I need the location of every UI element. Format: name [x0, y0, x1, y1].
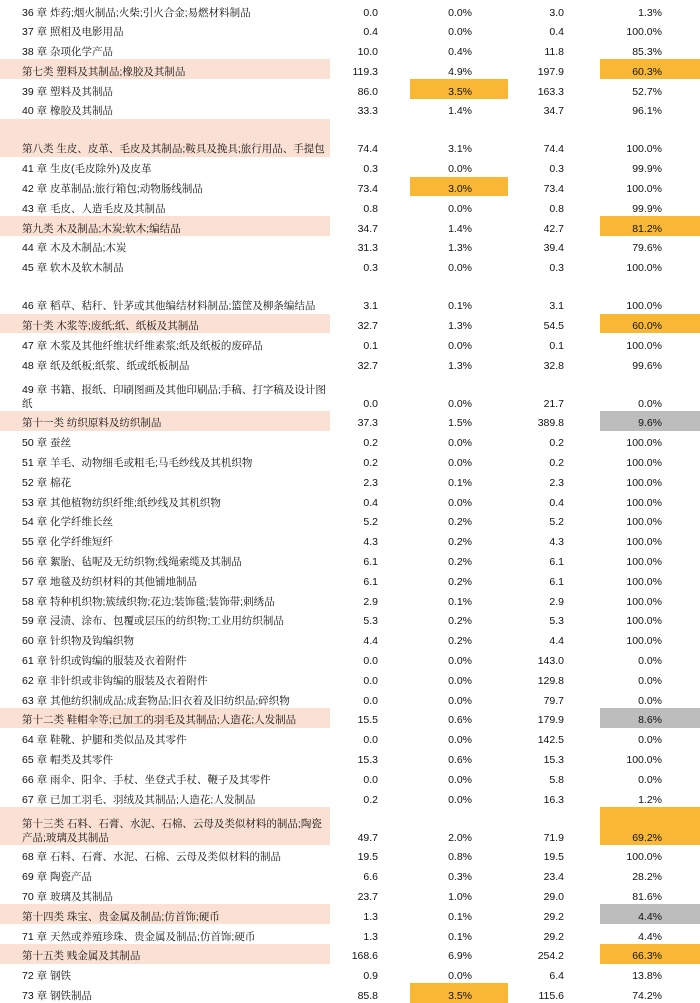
- share-cell: 0.1%: [448, 595, 472, 608]
- share-cell: 0.0%: [448, 437, 472, 450]
- value-2-cell: 0.4: [549, 26, 564, 39]
- value-2-cell: 32.8: [543, 359, 564, 372]
- ratio-cell: 9.6%: [600, 411, 700, 431]
- category-row: [0, 119, 700, 157]
- table-row: [0, 787, 700, 807]
- value-2-cell: 115.6: [538, 989, 564, 1002]
- value-1-cell: 49.7: [357, 831, 378, 844]
- value-1-cell: 5.3: [363, 615, 378, 628]
- value-2-cell: 23.4: [543, 871, 564, 884]
- value-1-cell: 23.7: [357, 890, 378, 903]
- chapter-name-cell: 70 章 玻璃及其制品: [22, 890, 114, 903]
- value-1-cell: 0.0: [363, 397, 378, 410]
- chapter-name-cell: 64 章 鞋靴、护腿和类似品及其零件: [22, 734, 187, 747]
- category-name-cell: 第八类 生皮、皮革、毛皮及其制品;鞍具及挽具;旅行用品、手提包: [0, 119, 330, 157]
- category-row: [0, 314, 700, 334]
- chapter-name-cell: 58 章 特种机织物;簇绒织物;花边;装饰毯;装饰带;刺绣品: [22, 595, 275, 608]
- chapter-name-cell: 59 章 浸渍、涂布、包覆或层压的纺织物;工业用纺织制品: [22, 615, 284, 628]
- share-cell: 0.0%: [448, 970, 472, 983]
- table-row: [0, 767, 700, 787]
- chapter-name-cell: 61 章 针织或钩编的服装及衣着附件: [22, 655, 187, 668]
- value-1-cell: 0.0: [363, 694, 378, 707]
- table-row: [0, 79, 700, 99]
- category-row: [0, 216, 700, 236]
- value-1-cell: 0.2: [363, 457, 378, 470]
- value-1-cell: 0.4: [363, 26, 378, 39]
- chapter-name-cell: 63 章 其他纺织制成品;成套物品;旧衣着及旧纺织品;碎织物: [22, 694, 290, 707]
- value-2-cell: 11.8: [544, 46, 564, 59]
- table-row: [0, 333, 700, 353]
- value-1-cell: 15.3: [357, 754, 378, 766]
- share-cell: 1.0%: [448, 890, 472, 903]
- ratio-cell: 100.0%: [626, 635, 662, 648]
- value-1-cell: 1.3: [363, 930, 378, 943]
- value-1-cell: 0.0: [363, 6, 378, 19]
- ratio-cell: 100.0%: [626, 615, 662, 628]
- share-cell: 0.2%: [448, 575, 472, 588]
- value-2-cell: 21.7: [543, 397, 564, 410]
- share-cell: 0.0%: [448, 773, 472, 786]
- table-row: [0, 865, 700, 885]
- value-1-cell: 3.1: [363, 300, 378, 313]
- chapter-name-cell: 51 章 羊毛、动物细毛或粗毛;马毛纱线及其机织物: [22, 457, 253, 470]
- value-1-cell: 15.5: [357, 714, 378, 727]
- value-2-cell: 0.4: [549, 496, 564, 509]
- ratio-cell: 1.3%: [638, 6, 662, 19]
- value-2-cell: 39.4: [543, 242, 564, 255]
- ratio-cell: 100.0%: [626, 595, 662, 608]
- category-name-cell: 第十四类 珠宝、贵金属及制品;仿首饰;硬币: [0, 904, 330, 924]
- value-1-cell: 0.0: [363, 655, 378, 668]
- value-1-cell: 0.3: [363, 163, 378, 176]
- value-2-cell: 29.2: [543, 910, 564, 923]
- table-row: [0, 470, 700, 490]
- category-name-cell: 第七类 塑料及其制品;橡胶及其制品: [0, 59, 330, 79]
- table-row: [0, 373, 700, 411]
- value-1-cell: 0.2: [363, 793, 378, 806]
- table-row: [0, 451, 700, 471]
- value-2-cell: 0.2: [549, 457, 564, 470]
- chapter-name-cell: 66 章 雨伞、阳伞、手杖、坐登式手杖、鞭子及其零件: [22, 773, 271, 786]
- ratio-cell: 100.0%: [626, 300, 662, 313]
- category-name-cell: 第十二类 鞋帽伞等;已加工的羽毛及其制品;人造花;人发制品: [0, 708, 330, 728]
- value-1-cell: 31.3: [357, 242, 378, 255]
- ratio-cell: 100.0%: [626, 476, 662, 489]
- chapter-name-cell: 49 章 书籍、报纸、印刷图画及其他印刷品;手稿、打字稿及设计图纸: [22, 384, 326, 410]
- table-row: [0, 40, 700, 60]
- ratio-cell: 100.0%: [626, 496, 662, 509]
- table-row: [0, 589, 700, 609]
- table-row: [0, 688, 700, 708]
- table-row: [0, 629, 700, 649]
- chapter-name-cell: 71 章 天然或养殖珍珠、贵金属及制品;仿首饰;硬币: [22, 930, 256, 943]
- table-row: [0, 924, 700, 944]
- ratio-cell: 100.0%: [626, 556, 662, 569]
- value-2-cell: 3.1: [549, 300, 564, 313]
- chapter-name-cell: 38 章 杂项化学产品: [22, 46, 114, 59]
- chapter-name-cell: 53 章 其他植物纺织纤维;纸纱线及其机织物: [22, 496, 221, 509]
- value-1-cell: 86.0: [357, 85, 378, 98]
- value-1-cell: 4.4: [363, 635, 378, 648]
- value-2-cell: 6.1: [549, 575, 564, 588]
- value-2-cell: 16.3: [543, 793, 564, 806]
- value-2-cell: 254.2: [537, 950, 564, 963]
- chapter-name-cell: 39 章 塑料及其制品: [22, 85, 114, 98]
- share-cell: 0.1%: [448, 300, 472, 313]
- ratio-cell: 96.1%: [632, 105, 662, 118]
- value-2-cell: 5.2: [549, 516, 564, 529]
- table-row: [0, 276, 700, 314]
- share-cell: 0.0%: [448, 694, 472, 707]
- ratio-cell: 81.6%: [632, 890, 662, 903]
- value-1-cell: 0.8: [363, 202, 378, 215]
- value-1-cell: 33.3: [357, 105, 378, 118]
- table-row: [0, 236, 700, 256]
- category-name-cell: 第十三类 石料、石膏、水泥、石棉、云母及类似材料的制品;陶瓷产品;玻璃及其制品: [0, 807, 330, 845]
- value-1-cell: 2.3: [363, 476, 378, 489]
- ratio-cell: 100.0%: [626, 457, 662, 470]
- share-cell: 6.9%: [448, 950, 472, 963]
- ratio-cell: 8.6%: [600, 708, 700, 728]
- chapter-name-cell: 40 章 橡胶及其制品: [22, 105, 114, 118]
- value-1-cell: 34.7: [357, 222, 378, 235]
- chapter-name-cell: 56 章 絮胎、毡呢及无纺织物;线绳索缆及其制品: [22, 556, 242, 569]
- share-cell: 0.4%: [448, 46, 472, 59]
- share-cell: 0.2%: [448, 615, 472, 628]
- ratio-cell: 0.0%: [638, 674, 662, 687]
- value-2-cell: 5.3: [549, 615, 564, 628]
- share-cell: 1.3%: [448, 320, 472, 333]
- share-cell: 0.6%: [448, 714, 472, 727]
- value-2-cell: 0.3: [549, 163, 564, 176]
- value-2-cell: 163.3: [537, 85, 564, 98]
- share-cell: 3.5%: [410, 79, 508, 99]
- value-1-cell: 6.6: [363, 871, 378, 884]
- share-cell: 0.0%: [448, 655, 472, 668]
- share-cell: 0.0%: [448, 397, 472, 410]
- chapter-name-cell: 45 章 软木及软木制品: [22, 262, 124, 275]
- ratio-cell: 79.6%: [632, 242, 662, 255]
- chapter-name-cell: 65 章 帽类及其零件: [22, 754, 114, 766]
- ratio-cell: 0.0%: [638, 734, 662, 747]
- category-name-cell: 第九类 木及制品;木炭;软木;编结品: [0, 216, 330, 236]
- value-2-cell: 54.5: [543, 320, 564, 333]
- value-2-cell: 142.5: [537, 734, 564, 747]
- ratio-cell: 74.2%: [632, 989, 662, 1002]
- share-cell: 0.6%: [448, 754, 472, 766]
- table-row: [0, 353, 700, 373]
- value-2-cell: 79.7: [543, 694, 564, 707]
- chapter-name-cell: 57 章 地毯及纺织材料的其他铺地制品: [22, 575, 198, 588]
- chapter-name-cell: 37 章 照相及电影用品: [22, 26, 124, 39]
- value-1-cell: 119.3: [352, 65, 378, 78]
- table-row: [0, 99, 700, 119]
- ratio-cell: 99.9%: [632, 202, 662, 215]
- share-cell: 0.2%: [448, 556, 472, 569]
- ratio-cell: 100.0%: [626, 575, 662, 588]
- value-1-cell: 0.0: [363, 674, 378, 687]
- value-2-cell: 34.7: [543, 105, 564, 118]
- ratio-cell: 100.0%: [626, 536, 662, 549]
- chapter-name-cell: 55 章 化学纤维短纤: [22, 536, 114, 549]
- category-name-cell: 第十五类 贱金属及其制品: [0, 944, 330, 964]
- table-row: [0, 177, 700, 197]
- share-cell: 0.0%: [448, 734, 472, 747]
- share-cell: 0.0%: [448, 674, 472, 687]
- chapter-name-cell: 72 章 钢铁: [22, 970, 72, 983]
- chapter-name-cell: 48 章 纸及纸板;纸浆、纸或纸板制品: [22, 359, 190, 372]
- value-2-cell: 6.4: [549, 970, 564, 983]
- share-cell: 1.3%: [448, 242, 472, 255]
- share-cell: 1.4%: [448, 105, 472, 118]
- share-cell: 0.8%: [448, 851, 472, 864]
- table-row: [0, 668, 700, 688]
- value-2-cell: 4.3: [549, 536, 564, 549]
- value-2-cell: 6.1: [549, 556, 564, 569]
- table-row: [0, 256, 700, 276]
- value-1-cell: 2.9: [363, 595, 378, 608]
- table-row: [0, 157, 700, 177]
- value-2-cell: 5.8: [549, 773, 564, 786]
- chapter-name-cell: 62 章 非针织或非钩编的服装及衣着附件: [22, 674, 208, 687]
- value-2-cell: 389.8: [537, 417, 564, 430]
- table-row: [0, 964, 700, 984]
- table-row: [0, 609, 700, 629]
- table-row: [0, 728, 700, 748]
- value-1-cell: 37.3: [357, 417, 378, 430]
- share-cell: 0.0%: [448, 496, 472, 509]
- share-cell: 1.3%: [448, 359, 472, 372]
- value-1-cell: 10.0: [357, 46, 378, 59]
- ratio-cell: 66.3%: [600, 944, 700, 964]
- value-2-cell: 129.8: [537, 674, 564, 687]
- value-2-cell: 197.9: [537, 65, 564, 78]
- value-2-cell: 0.1: [549, 339, 564, 352]
- share-cell: 0.0%: [448, 6, 472, 19]
- value-1-cell: 0.0: [363, 734, 378, 747]
- value-1-cell: 0.0: [363, 773, 378, 786]
- table-row: [0, 490, 700, 510]
- chapter-name-cell: 47 章 木浆及其他纤维状纤维素浆;纸及纸板的废碎品: [22, 339, 263, 352]
- category-row: [0, 411, 700, 431]
- ratio-cell: 0.0%: [638, 655, 662, 668]
- chapter-name-cell: 54 章 化学纤维长丝: [22, 516, 114, 529]
- value-1-cell: 32.7: [357, 320, 378, 333]
- table-row: [0, 510, 700, 530]
- ratio-cell: 81.2%: [600, 216, 700, 236]
- ratio-cell: 100.0%: [626, 143, 662, 156]
- value-2-cell: 74.4: [543, 143, 564, 156]
- chapter-name-cell: 68 章 石料、石膏、水泥、石棉、云母及类似材料的制品: [22, 851, 282, 864]
- ratio-cell: 100.0%: [626, 26, 662, 39]
- ratio-cell: 4.4%: [638, 930, 662, 943]
- table-row: [0, 550, 700, 570]
- category-row: [0, 59, 700, 79]
- category-row: [0, 904, 700, 924]
- category-name-cell: 第十类 木浆等;废纸;纸、纸板及其制品: [0, 314, 330, 334]
- value-2-cell: 29.2: [543, 930, 564, 943]
- share-cell: 0.0%: [448, 262, 472, 275]
- share-cell: 3.0%: [410, 177, 508, 197]
- ratio-cell: 99.6%: [632, 359, 662, 372]
- ratio-cell: 100.0%: [626, 754, 662, 766]
- share-cell: 3.5%: [410, 983, 508, 1003]
- ratio-cell: 69.2%: [600, 807, 700, 845]
- chapter-name-cell: 69 章 陶瓷产品: [22, 871, 93, 884]
- ratio-cell: 13.8%: [632, 970, 662, 983]
- share-cell: 0.0%: [448, 163, 472, 176]
- share-cell: 0.3%: [448, 871, 472, 884]
- share-cell: 0.0%: [448, 457, 472, 470]
- chapter-name-cell: 46 章 稻草、秸秆、针茅或其他编结材料制品;篮筐及柳条编结品: [22, 300, 316, 313]
- ratio-cell: 60.0%: [600, 314, 700, 334]
- value-2-cell: 3.0: [549, 6, 564, 19]
- value-1-cell: 74.4: [357, 143, 378, 156]
- share-cell: 0.1%: [448, 930, 472, 943]
- ratio-cell: 100.0%: [626, 183, 662, 196]
- value-1-cell: 32.7: [357, 359, 378, 372]
- share-cell: 0.2%: [448, 635, 472, 648]
- ratio-cell: 1.2%: [638, 793, 662, 806]
- value-1-cell: 168.6: [351, 950, 378, 963]
- share-cell: 3.1%: [448, 143, 472, 156]
- value-1-cell: 6.1: [363, 556, 378, 569]
- ratio-cell: 100.0%: [626, 516, 662, 529]
- chapter-name-cell: 42 章 皮革制品;旅行箱包;动物肠线制品: [22, 183, 203, 196]
- ratio-cell: 99.9%: [632, 163, 662, 176]
- value-1-cell: 0.1: [363, 339, 378, 352]
- value-1-cell: 19.5: [357, 851, 378, 864]
- value-2-cell: 179.9: [537, 714, 564, 727]
- value-1-cell: 73.4: [357, 183, 378, 196]
- ratio-cell: 4.4%: [600, 904, 700, 924]
- value-1-cell: 0.9: [363, 970, 378, 983]
- ratio-cell: 100.0%: [626, 262, 662, 275]
- value-1-cell: 6.1: [363, 575, 378, 588]
- value-2-cell: 29.0: [543, 890, 564, 903]
- value-2-cell: 143.0: [537, 655, 564, 668]
- table-row: [0, 20, 700, 40]
- value-2-cell: 2.3: [549, 476, 564, 489]
- ratio-cell: 100.0%: [626, 851, 662, 864]
- category-row: [0, 708, 700, 728]
- chapter-name-cell: 67 章 已加工羽毛、羽绒及其制品;人造花;人发制品: [22, 793, 256, 806]
- value-1-cell: 4.3: [363, 536, 378, 549]
- category-name-cell: 第十一类 纺织原料及纺织制品: [0, 411, 330, 431]
- share-cell: 1.5%: [448, 417, 472, 430]
- share-cell: 0.2%: [448, 536, 472, 549]
- share-cell: 0.1%: [448, 476, 472, 489]
- chapter-name-cell: 43 章 毛皮、人造毛皮及其制品: [22, 202, 166, 215]
- category-row: [0, 807, 700, 845]
- ratio-cell: 0.0%: [638, 694, 662, 707]
- table-row: [0, 649, 700, 669]
- value-2-cell: 19.5: [543, 851, 564, 864]
- value-2-cell: 73.4: [543, 183, 564, 196]
- ratio-cell: 85.3%: [632, 46, 662, 59]
- value-1-cell: 0.3: [363, 262, 378, 275]
- value-2-cell: 15.3: [543, 754, 564, 766]
- chapter-name-cell: 36 章 炸药;烟火制品;火柴;引火合金;易燃材料制品: [22, 6, 251, 19]
- table-row: [0, 884, 700, 904]
- share-cell: 0.1%: [448, 910, 472, 923]
- table-row: [0, 845, 700, 865]
- ratio-cell: 60.3%: [600, 59, 700, 79]
- share-cell: 0.0%: [448, 793, 472, 806]
- value-2-cell: 0.2: [549, 437, 564, 450]
- table-row: [0, 0, 700, 20]
- chapter-name-cell: 52 章 棉花: [22, 476, 72, 489]
- ratio-cell: 100.0%: [626, 437, 662, 450]
- table-row: [0, 431, 700, 451]
- table-row: [0, 748, 700, 768]
- table-row: [0, 983, 700, 1003]
- value-1-cell: 5.2: [363, 516, 378, 529]
- chapter-name-cell: 41 章 生皮(毛皮除外)及皮革: [22, 163, 152, 176]
- value-1-cell: 0.2: [363, 437, 378, 450]
- value-2-cell: 2.9: [549, 595, 564, 608]
- ratio-cell: 0.0%: [638, 773, 662, 786]
- share-cell: 0.0%: [448, 26, 472, 39]
- ratio-cell: 28.2%: [632, 871, 662, 884]
- share-cell: 1.4%: [448, 222, 472, 235]
- value-1-cell: 85.8: [357, 989, 378, 1002]
- share-cell: 4.9%: [448, 65, 472, 78]
- ratio-cell: 52.7%: [632, 85, 662, 98]
- chapter-name-cell: 50 章 蚕丝: [22, 437, 72, 450]
- chapter-name-cell: 60 章 针织物及钩编织物: [22, 635, 135, 648]
- table-row: [0, 196, 700, 216]
- value-1-cell: 1.3: [363, 910, 378, 923]
- share-cell: 0.2%: [448, 516, 472, 529]
- value-2-cell: 0.8: [549, 202, 564, 215]
- ratio-cell: 0.0%: [638, 397, 662, 410]
- value-2-cell: 71.9: [543, 831, 564, 844]
- table-row: [0, 530, 700, 550]
- share-cell: 2.0%: [448, 831, 472, 844]
- value-2-cell: 4.4: [549, 635, 564, 648]
- value-2-cell: 0.3: [549, 262, 564, 275]
- chapter-name-cell: 73 章 钢铁制品: [22, 989, 93, 1002]
- value-2-cell: 42.7: [543, 222, 564, 235]
- ratio-cell: 100.0%: [626, 339, 662, 352]
- category-row: [0, 944, 700, 964]
- table-row: [0, 569, 700, 589]
- value-1-cell: 0.4: [363, 496, 378, 509]
- chapter-name-cell: 44 章 木及木制品;木炭: [22, 242, 127, 255]
- share-cell: 0.0%: [448, 202, 472, 215]
- share-cell: 0.0%: [448, 339, 472, 352]
